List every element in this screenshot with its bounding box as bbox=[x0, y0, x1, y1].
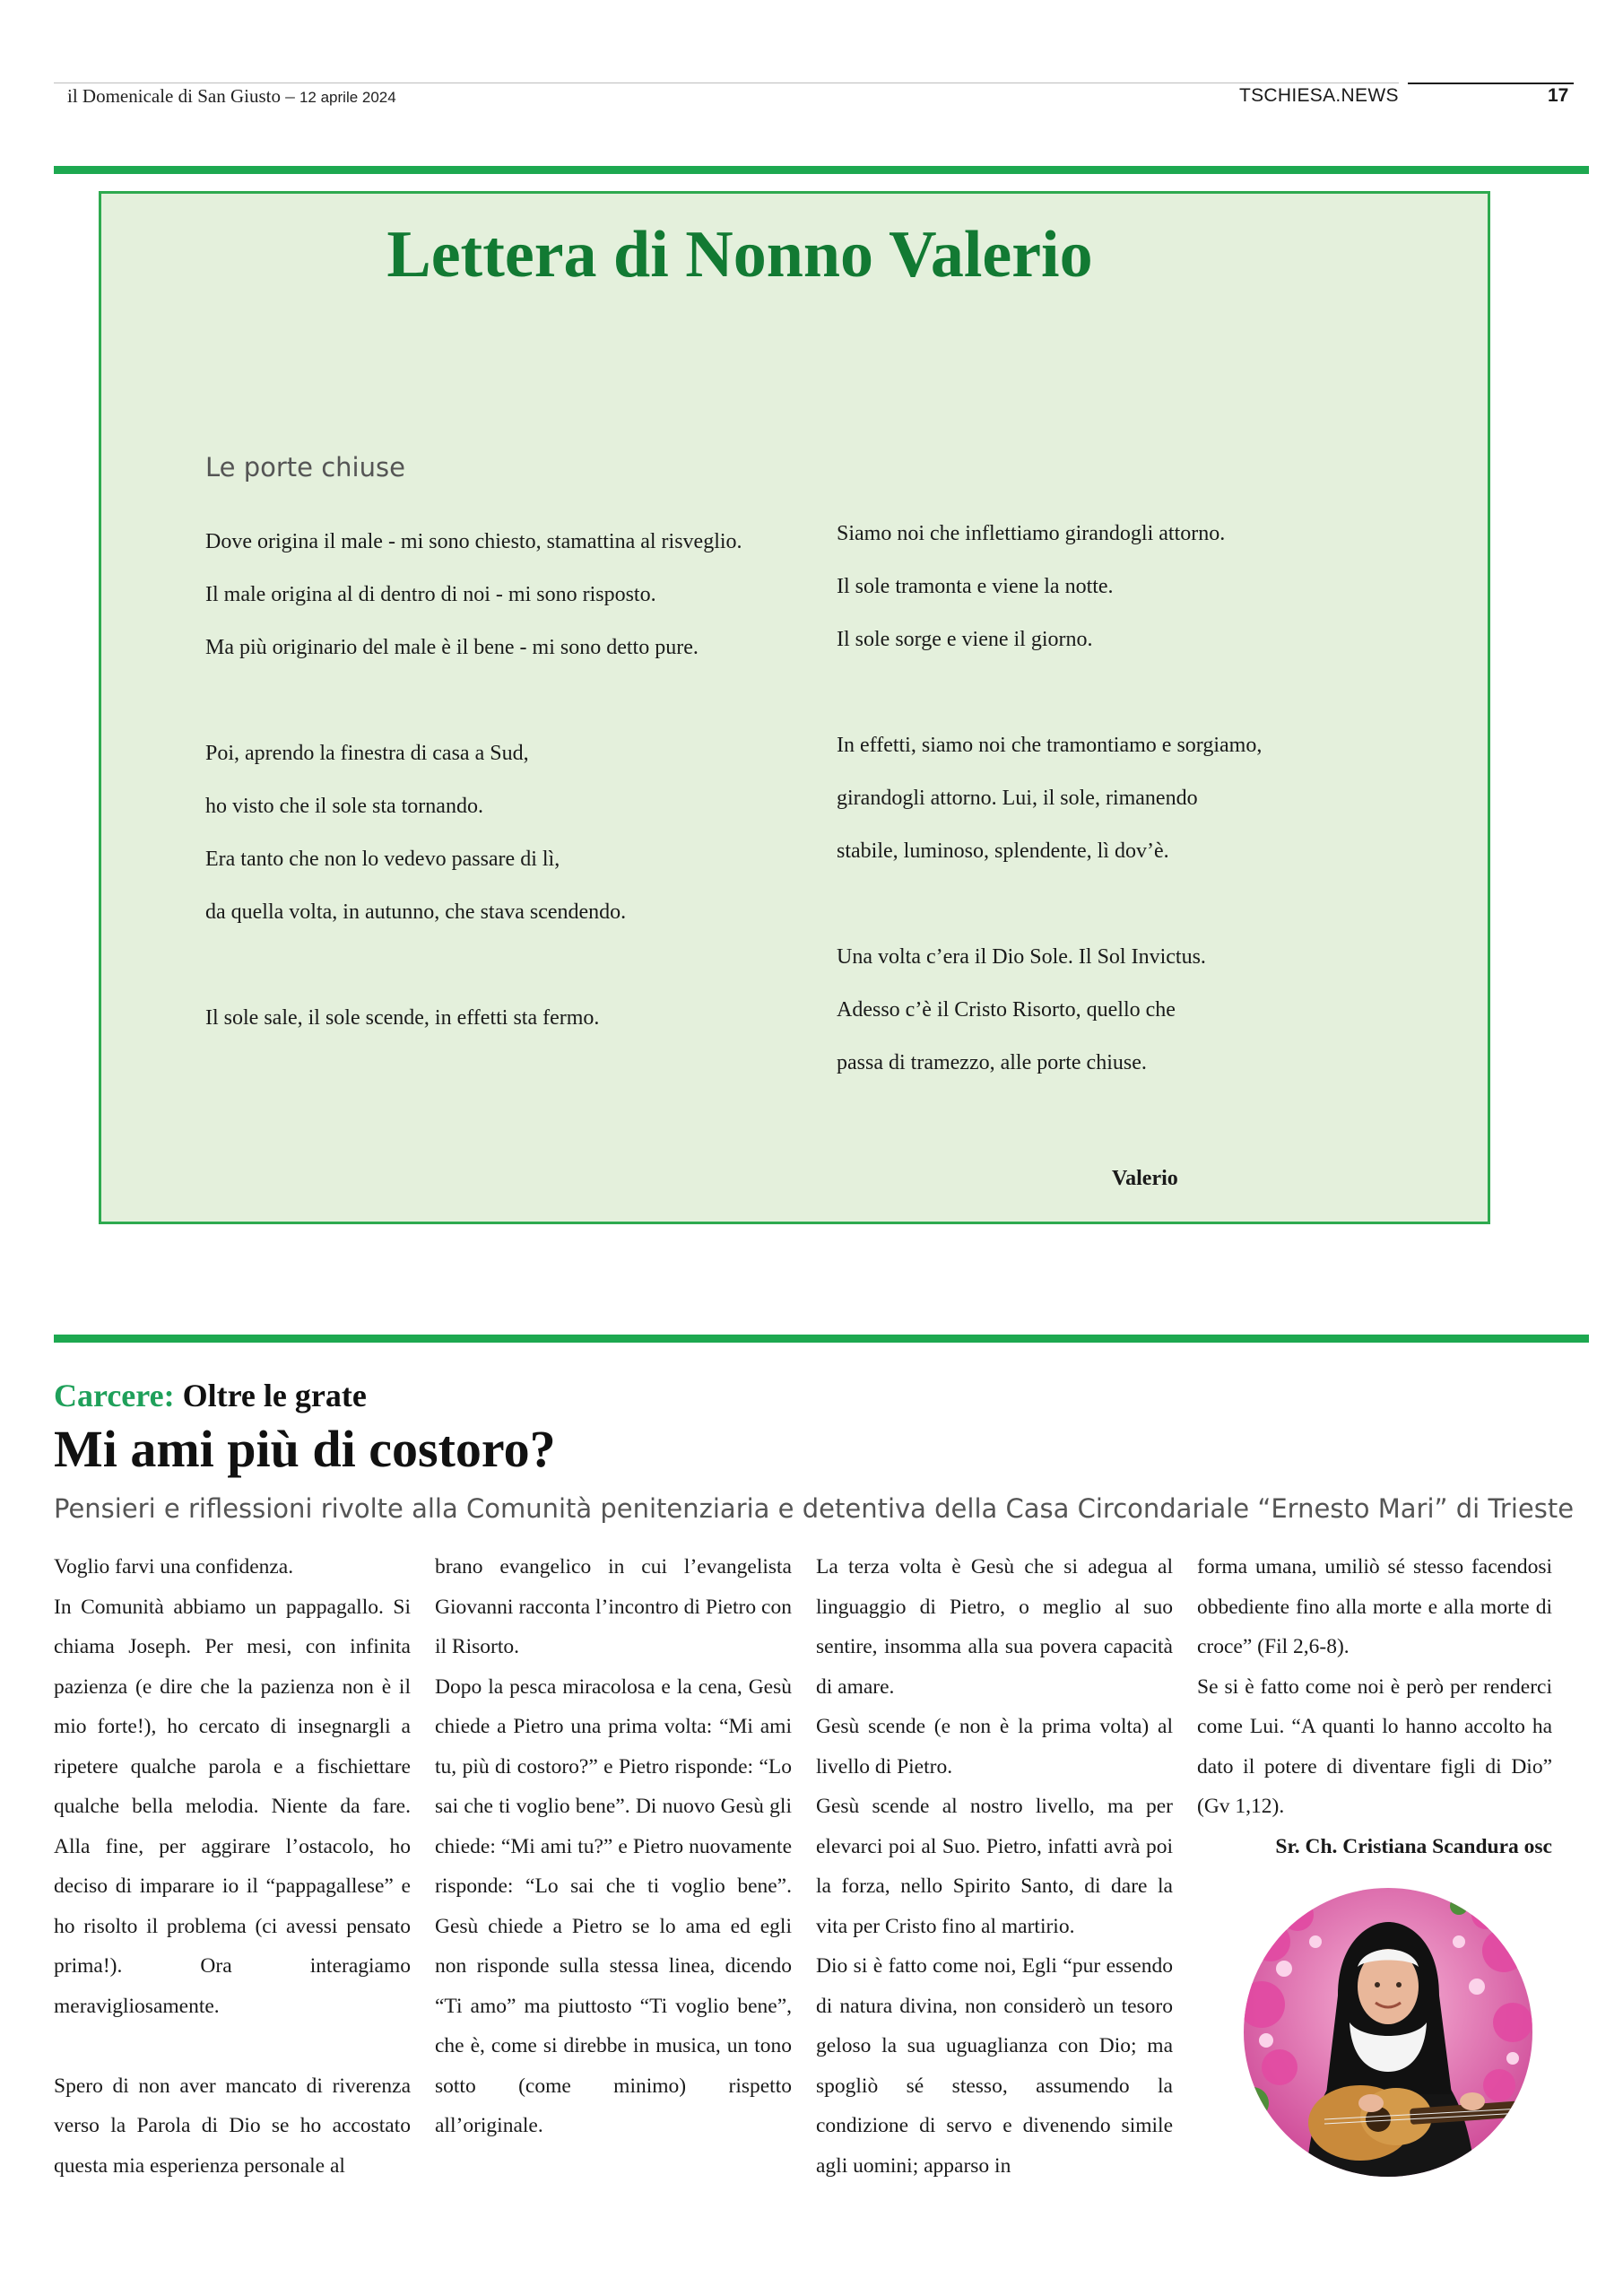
article-column-3 bbox=[816, 1547, 1173, 2186]
header-site[interactable]: TSCHIESA.NEWS bbox=[1239, 85, 1399, 106]
poem-line-left: Ma più originario del male è il bene - mi sono detto pure. bbox=[205, 636, 699, 659]
poem-line-right: Adesso c’è il Cristo Risorto, quello che bbox=[837, 998, 1176, 1022]
paragraph: Voglio farvi una confidenza. bbox=[54, 1555, 294, 1578]
poem-line-left: Era tanto che non lo vedevo passare di lì, bbox=[205, 848, 560, 871]
letter-subtitle: Le porte chiuse bbox=[205, 452, 405, 483]
paragraph: In Comunità abbiamo un pappagallo. Si chiama Joseph. Per mesi, con infinita pazienza (e dire che la pazienza non è il mio forte!), ho cercato di insegnargli a ripetere qualche parola e a fischiettare qualche bella melodia. Niente da fare. Alla fine, per aggirare l’ostacolo, ho deciso di imparare io il “pappagallese” e ho risolto il problema (ci avessi pensato prima!). Ora interagiamo meravigliosamente. bbox=[54, 1595, 411, 2018]
poem-line-right: Il sole tramonta e viene la notte. bbox=[837, 575, 1114, 598]
poem-line-right: Il sole sorge e viene il giorno. bbox=[837, 628, 1093, 651]
paragraph: Gesù scende al nostro livello, ma per elevarci poi al Suo. Pietro, infatti avrà poi la forza, nello Spirito Santo, di dare la vita per Cristo fino al martirio. bbox=[816, 1795, 1173, 1938]
paragraph: Gesù scende (e non è la prima volta) al livello di Pietro. bbox=[816, 1715, 1173, 1779]
poem-line-left: da quella volta, in autunno, che stava scendendo. bbox=[205, 900, 627, 924]
article-title: Mi ami più di costoro? bbox=[54, 1420, 556, 1478]
section-divider-middle bbox=[54, 1335, 1589, 1343]
paragraph: Se si è fatto come noi è però per renderci come Lui. “A quanti lo hanno accolto ha dato il potere di diventare figli di Dio” (Gv 1,12). bbox=[1197, 1674, 1552, 1818]
paragraph: Dio si è fatto come noi, Egli “pur essendo di natura divina, non considerò un tesoro geloso la sua uguaglianza con Dio; ma spogliò sé stesso, assumendo la condizione di servo e divenendo simile agli uomini; apparso in bbox=[816, 1954, 1173, 2178]
article-column-4 bbox=[1197, 1547, 1552, 1866]
poem-line-right: Siamo noi che inflettiamo girandogli attorno. bbox=[837, 522, 1226, 545]
paragraph: forma umana, umiliò sé stesso facendosi obbediente fino alla morte e alla morte di croce” (Fil 2,6-8). bbox=[1197, 1555, 1552, 1658]
header-publication bbox=[67, 85, 396, 108]
letter-box bbox=[99, 191, 1490, 1224]
kicker-section: Carcere: bbox=[54, 1378, 175, 1413]
poem-line-left: Poi, aprendo la finestra di casa a Sud, bbox=[205, 742, 529, 765]
article-column-1 bbox=[54, 1547, 411, 2186]
section-divider-top bbox=[54, 166, 1589, 174]
header-separator: – bbox=[280, 85, 299, 107]
paragraph: Spero di non aver mancato di riverenza verso la Parola di Dio se ho accostato questa mia esperienza personale al bbox=[54, 2074, 411, 2178]
page-number: 17 bbox=[1548, 85, 1569, 106]
paragraph: brano evangelico in cui l’evangelista Giovanni racconta l’incontro di Pietro con il Risorto. bbox=[435, 1555, 792, 1658]
poem-line-right: In effetti, siamo noi che tramontiamo e sorgiamo, bbox=[837, 734, 1263, 757]
poem-line-right: passa di tramezzo, alle porte chiuse. bbox=[837, 1051, 1147, 1074]
poem-line-left: Dove origina il male - mi sono chiesto, stamattina al risveglio. bbox=[205, 530, 742, 553]
letter-signature: Valerio bbox=[1112, 1167, 1178, 1190]
poem-line-right: stabile, luminoso, splendente, lì dov’è. bbox=[837, 839, 1169, 863]
article-kicker bbox=[54, 1377, 367, 1414]
article-column-2 bbox=[435, 1547, 792, 2146]
poem-line-right: girandogli attorno. Lui, il sole, rimanendo bbox=[837, 787, 1198, 810]
poem-line-right: Una volta c’era il Dio Sole. Il Sol Invictus. bbox=[837, 945, 1206, 969]
article-author: Sr. Ch. Cristiana Scandura osc bbox=[1275, 1834, 1552, 1858]
paragraph: La terza volta è Gesù che si adegua al linguaggio di Pietro, o meglio al suo sentire, insomma alla sua povera capacità di amare. bbox=[816, 1555, 1173, 1699]
author-photo bbox=[1244, 1888, 1532, 2177]
header-rule-accent bbox=[1408, 83, 1574, 84]
publication-name: il Domenicale di San Giusto bbox=[67, 85, 281, 107]
nun-with-guitar-illustration bbox=[1244, 1888, 1532, 2177]
article-subtitle: Pensieri e riflessioni rivolte alla Comunità penitenziaria e detentiva della Casa Circondariale “Ernesto Mari” di Trieste bbox=[54, 1493, 1575, 1524]
publication-date: 12 aprile 2024 bbox=[299, 89, 396, 106]
letter-title: Lettera di Nonno Valerio bbox=[386, 218, 1093, 291]
poem-line-left: Il sole sale, il sole scende, in effetti sta fermo. bbox=[205, 1006, 600, 1030]
poem-line-left: Il male origina al di dentro di noi - mi sono risposto. bbox=[205, 583, 656, 606]
kicker-rest: Oltre le grate bbox=[174, 1378, 367, 1413]
paragraph: Dopo la pesca miracolosa e la cena, Gesù chiede a Pietro una prima volta: “Mi ami tu, più di costoro?” e Pietro risponde: “Lo sai che ti voglio bene”. Di nuovo Gesù gli chiede: “Mi ami tu?” e Pietro nuovamente risponde: “Lo sai che ti voglio bene”. Gesù chiede a Pietro se lo ama ed egli non risponde sulla stessa linea, dicendo “Ti amo” ma piuttosto “Ti voglio bene”, che è, come si direbbe in musica, un tono sotto (come minimo) rispetto all’originale. bbox=[435, 1674, 792, 2137]
poem-line-left: ho visto che il sole sta tornando. bbox=[205, 795, 483, 818]
